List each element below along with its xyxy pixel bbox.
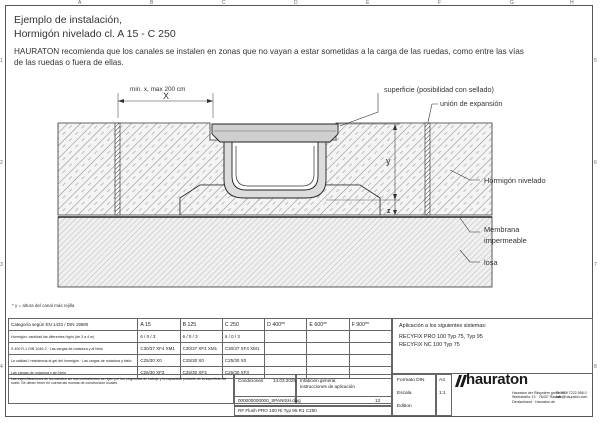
row4-sub: Las cargas de rodadura y hielo: [82, 358, 132, 363]
row2-label: Hormigón: cantidad las diferentes Hgris (de 3 a 4 m): [9, 331, 138, 343]
row5-value-2: C25/30 XF3: [180, 367, 222, 379]
row3-label-b: DIN 1045-2: [28, 346, 47, 351]
row4-label: La calidad / resistencia al gel del hormigón: [11, 358, 79, 363]
table-row: La calidad / resistencia al gel del hormigón · Las cargas de rodadura y hielo C25/30 X0 C25/30 X0 C25/30 X0: [9, 355, 392, 367]
row4-value-2: C25/30 X0: [180, 355, 222, 367]
page-subtitle: Hormigón nivelado cl. A 15 - C 250: [14, 28, 176, 40]
application-box: [392, 318, 593, 374]
drawing-subtitle: RF Flush PRO 100 Ri Typ 95 R1 C250: [238, 408, 317, 413]
conditions-date: 14.03.2025: [273, 378, 296, 383]
row4-value-3: C25/30 X0: [222, 355, 264, 367]
row5-value-3: C25/30 XF3: [222, 367, 264, 379]
formato-value: A4: [439, 378, 445, 383]
drawing-file: 000000000000_SPANISH.dwg: [238, 398, 301, 403]
grid-letter-f: F: [438, 0, 442, 6]
dim-x: X: [163, 91, 170, 101]
row3-value-2: C30/37 XF4 XM1: [180, 343, 222, 355]
row3-sub: Las cargas de rodadura y al hielo: [49, 346, 103, 351]
row5-sub: Las cargas de rodadura y sin hielo: [9, 367, 138, 379]
table-row: S 400 R-1 DIN 1045-2 · Las cargas de rodadura y al hielo C30/37 XF4 XM1 C30/37 XF4 XM1 C30/37 XF4 XM1: [9, 343, 392, 355]
dim-y: y: [386, 156, 391, 166]
row4-value-1: C25/30 X0: [138, 355, 180, 367]
grid-number-6: 6: [594, 160, 597, 166]
label-losa: losa: [484, 258, 498, 267]
category-label: Categoría según EN 1433 / DIN 19580: [9, 319, 138, 331]
grating: [212, 124, 338, 142]
grid-number-1: 1: [0, 58, 3, 64]
general-info-line1: Infabción general,: [300, 378, 337, 383]
subtitle-box: [234, 406, 392, 416]
conditions-label: Condiciones: [238, 378, 264, 383]
formato-label: Formato DIN: [397, 378, 425, 383]
expansion-joint-right: [425, 123, 430, 215]
label-membrana-2: impermeable: [484, 236, 527, 245]
channel-inner: [236, 146, 314, 186]
channel-body: [224, 138, 326, 198]
grid-number-8: 8: [594, 364, 597, 370]
note-box: [8, 374, 234, 404]
phone-line1: Tel +49 7222 958 0: [556, 391, 587, 395]
footnote: * y = altura del canal más rejilla: [12, 303, 75, 308]
row2-value-2: 6 / 0 / 3: [180, 331, 222, 343]
label-superficie: superficie (posibilidad con sellado): [384, 85, 494, 94]
table-row: [9, 331, 392, 343]
grid-number-2: 2: [0, 160, 3, 166]
escala-value: 1:1: [439, 391, 446, 396]
grid-letter-d: D: [294, 0, 298, 6]
page-title: Ejemplo de instalación,: [14, 14, 122, 26]
row3-value-3: C30/37 XF4 XM1: [222, 343, 264, 355]
spec-table: [8, 318, 392, 379]
class-b125: B 125: [180, 319, 222, 331]
escala-label: Escala: [397, 391, 412, 396]
expansion-joint-left: [115, 123, 120, 215]
sheet-number: 13: [375, 398, 381, 403]
grid-letter-a: A: [78, 0, 82, 6]
file-box: [234, 396, 392, 406]
grid-number-5: 5: [594, 58, 597, 64]
address-line1: Hauraton der Ritsystem gmbh 68: [512, 391, 565, 395]
edition-label: Edition: [397, 404, 412, 409]
application-line2: RECYFIX NC 100 Typ 75: [399, 342, 460, 348]
label-union: unión de expansión: [440, 99, 503, 108]
brand-contact: [556, 391, 587, 400]
grid-letter-e: E: [366, 0, 370, 6]
grid-letter-h: H: [570, 0, 574, 6]
slab: [58, 217, 492, 287]
class-a15: A 15: [138, 319, 180, 331]
application-line1: RECYFIX PRO 100 Typ 75, Typ 95: [399, 334, 483, 340]
general-info-line2: instrucciones de aplicación: [300, 383, 355, 389]
brand-name: hauraton: [466, 371, 528, 388]
address-line2: Werkstraße 13 · 76437 Rastatt: [512, 395, 562, 400]
phone-line2: info@hauraton.com: [556, 395, 588, 400]
class-e600: E 600**: [307, 319, 349, 331]
class-d400: D 400**: [265, 319, 307, 331]
address-line3: Deutschland · Hauraton.de: [512, 399, 555, 404]
class-c250: C 250: [222, 319, 264, 331]
grid-letter-c: C: [222, 0, 226, 6]
row3-label-a: S 400 R-1: [11, 346, 28, 351]
row2-value-1: 6 / 0 / 3: [138, 331, 180, 343]
note-text: Las especificaciones de los canales sin sus contrafuertes se rigen por las exigencias de trabajo y la capacidad portante de la superficie del suelo. Se deben tener en cuenta las normas de construcción locales.: [11, 377, 227, 386]
grid-letter-b: B: [150, 0, 154, 6]
intro-text: HAURATON recomienda que los canales se instalen en zonas que no vayan a estar sometidas a la carga de las ruedas, como entre las vías de las ruedas o fuera de ellas.: [14, 47, 524, 67]
format-box: [392, 374, 436, 416]
dim-min-max: min. x, max 200 cm: [130, 86, 186, 93]
application-title: Aplicación a los siguientes sistemas:: [399, 323, 487, 329]
grid-letter-g: G: [510, 0, 514, 6]
grid-number-4: 4: [0, 364, 3, 370]
row2-value-3: 6 / 0 / 3: [222, 331, 264, 343]
class-f900: F 900**: [349, 319, 391, 331]
row5-value-1: C25/30 XF3: [138, 367, 180, 379]
dim-z: z: [387, 208, 391, 215]
grid-number-3: 3: [0, 262, 3, 268]
label-hormigon: Hormigón nivelado: [484, 176, 546, 185]
label-membrana: Membrana: [484, 225, 520, 234]
grid-number-7: 7: [594, 262, 597, 268]
table-row: [9, 319, 392, 331]
row3-value-1: C30/37 XF4 XM1: [138, 343, 180, 355]
format-values-box: [436, 374, 452, 416]
